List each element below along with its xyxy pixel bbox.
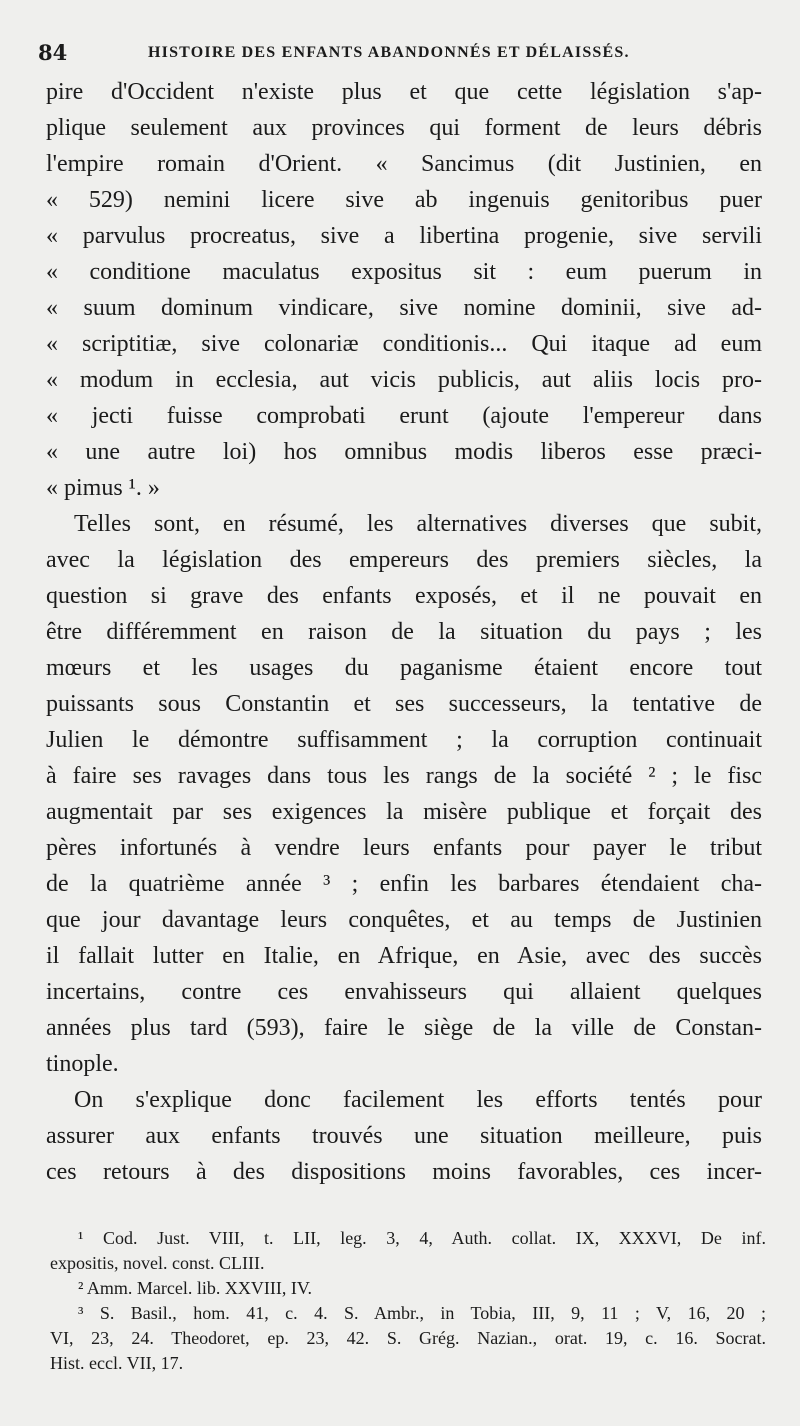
body-line: mœurs et les usages du paganisme étaient encore tout [46,655,762,681]
body-line: tinople. [46,1051,119,1077]
body-line: avec la législation des empereurs des premiers siècles, la [46,547,762,573]
body-line: incertains, contre ces envahisseurs qui allaient quelques [46,979,762,1005]
body-line: l'empire romain d'Orient. « Sancimus (dit Justinien, en [46,151,762,177]
body-text [46,74,762,1190]
footnotes [50,1226,766,1376]
body-line: « modum in ecclesia, aut vicis publicis, aut aliis locis pro- [46,367,762,393]
body-line: années plus tard (593), faire le siège de la ville de Constan- [46,1015,762,1041]
page-number: 84 [38,40,68,65]
body-line: pères infortunés à vendre leurs enfants pour payer le tribut [46,835,762,861]
footnote-line: ¹ Cod. Just. VIII, t. LII, leg. 3, 4, Auth. collat. IX, XXXVI, De inf. [78,1228,766,1248]
body-line: augmentait par ses exigences la misère publique et forçait des [46,799,762,825]
running-title: HISTOIRE DES ENFANTS ABANDONNÉS ET DÉLAISSÉS. [148,44,630,61]
body-line: question si grave des enfants exposés, et il ne pouvait en [46,583,762,609]
body-line: ces retours à des dispositions moins favorables, ces incer- [46,1159,762,1185]
body-line: plique seulement aux provinces qui forment de leurs débris [46,115,762,141]
body-line: « parvulus procreatus, sive a libertina progenie, sive servili [46,223,762,249]
footnote-line: expositis, novel. const. CLIII. [50,1253,265,1273]
body-line: puissants sous Constantin et ses successeurs, la tentative de [46,691,762,717]
body-line: être différemment en raison de la situation du pays ; les [46,619,762,645]
body-line: que jour davantage leurs conquêtes, et au temps de Justinien [46,907,762,933]
body-line: Telles sont, en résumé, les alternatives diverses que subit, [74,511,762,537]
body-line: à faire ses ravages dans tous les rangs de la société ² ; le fisc [46,763,762,789]
page-header [38,40,760,70]
body-line: « suum dominum vindicare, sive nomine dominii, sive ad- [46,295,762,321]
body-line: « une autre loi) hos omnibus modis liberos esse præci- [46,439,762,465]
body-line: On s'explique donc facilement les efforts tentés pour [74,1087,762,1113]
body-line: « pimus ¹. » [46,475,160,501]
footnote-line: ² Amm. Marcel. lib. XXVIII, IV. [78,1278,313,1298]
body-line: Julien le démontre suffisamment ; la corruption continuait [46,727,762,753]
body-line: de la quatrième année ³ ; enfin les barbares étendaient cha- [46,871,762,897]
footnote-line: ³ S. Basil., hom. 41, c. 4. S. Ambr., in Tobia, III, 9, 11 ; V, 16, 20 ; [78,1303,766,1323]
body-line: assurer aux enfants trouvés une situation meilleure, puis [46,1123,762,1149]
body-line: « conditione maculatus expositus sit : eum puerum in [46,259,762,285]
body-line: il fallait lutter en Italie, en Afrique, en Asie, avec des succès [46,943,762,969]
body-line: « jecti fuisse comprobati erunt (ajoute l'empereur dans [46,403,762,429]
footnote-line: VI, 23, 24. Theodoret, ep. 23, 42. S. Grég. Nazian., orat. 19, c. 16. Socrat. [50,1328,766,1348]
body-line: « scriptitiæ, sive colonariæ conditionis... Qui itaque ad eum [46,331,762,357]
body-line: pire d'Occident n'existe plus et que cette législation s'ap- [46,79,762,105]
body-line: « 529) nemini licere sive ab ingenuis genitoribus puer [46,187,762,213]
footnote-line: Hist. eccl. VII, 17. [50,1353,184,1373]
